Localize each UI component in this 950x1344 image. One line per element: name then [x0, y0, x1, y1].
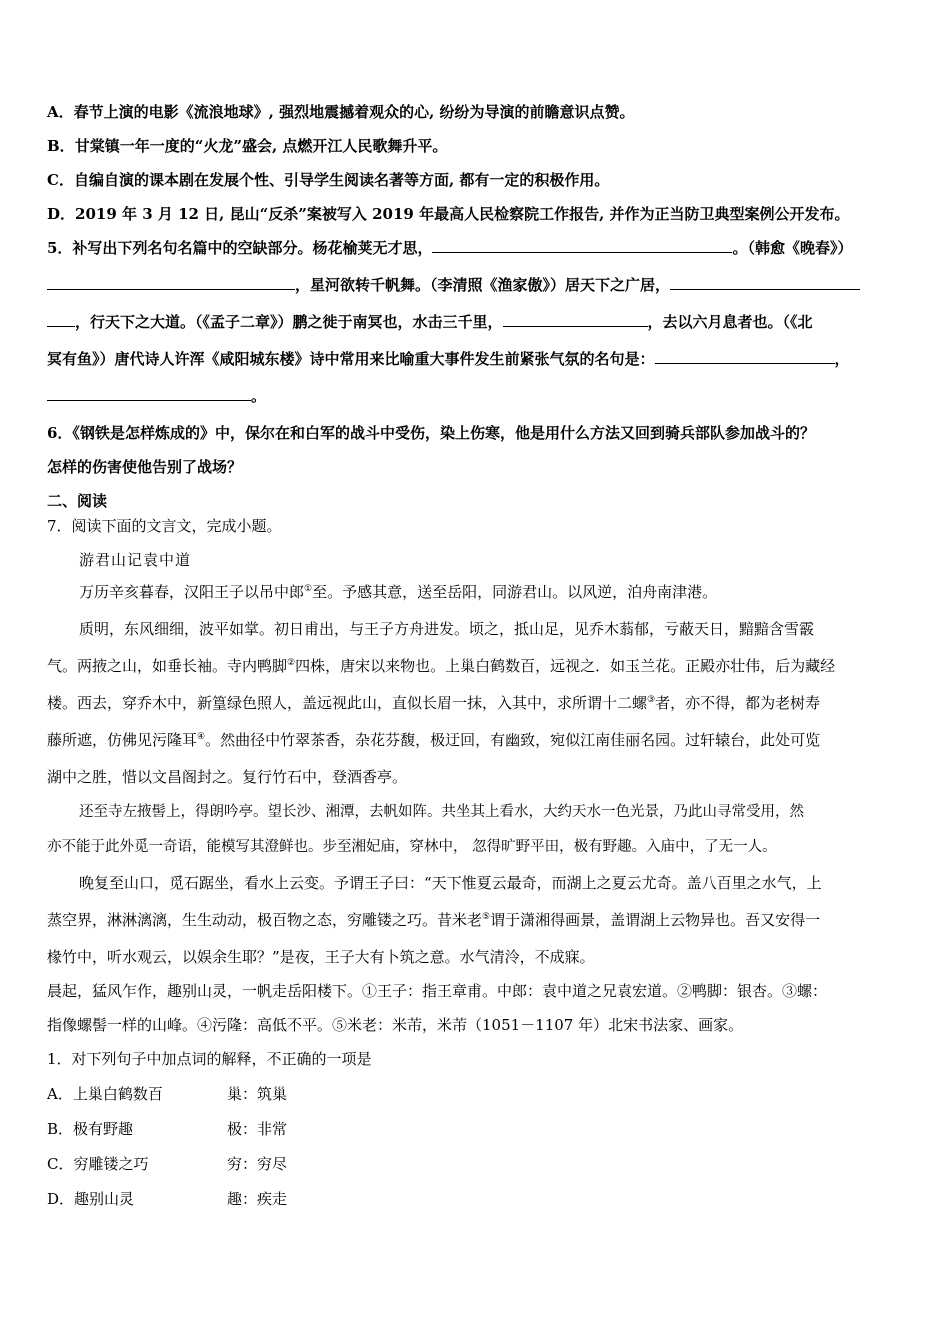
option-text: 甘棠镇一年一度的“火龙”盛会, 点燃开江人民歌舞升平。	[74, 137, 448, 155]
q5-text: ，行天下之大道。（《孟子二章》）鹏之徙于南冥也，水击三千里，	[75, 313, 503, 331]
sub1-option-d[interactable]	[47, 1188, 909, 1210]
answer-blank[interactable]	[670, 274, 860, 290]
passage-p2-line-5: 湖中之胜，惜以文昌阁封之。复行竹石中，登酒香亭。	[47, 768, 408, 786]
passage-text: 万历辛亥暮春，汉阳王子以吊中郎	[79, 583, 305, 601]
passage-p2-line-2	[47, 655, 909, 677]
option-label: A．	[47, 103, 74, 121]
q6-line-2: 怎样的伤害使他告别了战场？	[47, 458, 243, 476]
q5-text: ，星河欲转千帆舞。（李清照《渔家傲》）居天下之广居，	[295, 276, 671, 294]
q4-option-c	[47, 169, 909, 191]
sub-question-stem: 1．对下列句子中加点词的解释，不正确的一项是	[47, 1050, 372, 1068]
option-gloss: 趣：疾走	[227, 1190, 288, 1208]
passage-p1	[79, 581, 909, 603]
option-text: 春节上演的电影《流浪地球》, 强烈地震撼着观众的心, 纷纷为导演的前瞻意识点赞。	[73, 103, 635, 121]
option-label: D．趣别山灵	[47, 1190, 135, 1208]
q6-line-1: 6．《钢铁是怎样炼成的》中，保尔在和白军的战斗中受伤，染上伤寒，他是用什么方法又回到骑兵部队参加战斗的？	[47, 424, 815, 442]
passage-text: 四株，唐宋以来物也。上巢白鹤数百，远视之．如玉兰花。正殿亦壮伟，后为藏经	[295, 657, 836, 675]
passage-text: 气。两掖之山，如垂长袖。寺内鸭脚	[47, 657, 288, 675]
q5-line-5	[47, 385, 909, 407]
passage-text: 者，亦不得，都为老树寿	[655, 694, 821, 712]
q5-line-1	[47, 237, 909, 259]
q5-text: 冥有鱼》）唐代诗人许浑《咸阳城东楼》诗中常用来比喻重大事件发生前紧张气氛的名句是：	[47, 350, 655, 368]
passage-text: 楼。西去，穿乔木中，新篁绿色照人，盖远视此山，直似长眉一抹，入其中，求所谓十二螺	[47, 694, 648, 712]
footnote-mark: ③	[647, 695, 656, 705]
q4-option-a	[47, 101, 909, 123]
passage-footnotes-line-1: 晨起，猛风乍作，趣别山灵，一帆走岳阳楼下。①王子：指王章甫。中郎：袁中道之兄袁宏道。②鸭脚：银杏。③螺：	[47, 982, 828, 1000]
option-label: A．上巢白鹤数百	[47, 1085, 163, 1103]
passage-p2-line-4	[47, 729, 909, 751]
option-gloss: 巢：筑巢	[227, 1085, 288, 1103]
sub1-option-c[interactable]	[47, 1153, 909, 1175]
passage-p2-line-1: 质明，东风细细，波平如掌。初日甫出，与王子方舟进发。顷之，抵山足，见乔木蓊郁，亏蔽天日，黯黯含雪霰	[79, 620, 815, 638]
option-label: B．	[47, 137, 75, 155]
passage-text: 至。予感其意，送至岳阳，同游君山。以风逆，泊舟南津港。	[312, 583, 718, 601]
passage-text: 蒸空界，淋淋漓漓，生生动动，极百物之态，穷雕镂之巧。昔米老	[47, 911, 483, 929]
passage-text: 藤所遮，仿佛见污隆耳	[47, 731, 198, 749]
sub1-option-b[interactable]	[47, 1118, 909, 1140]
q5-line-4	[47, 348, 909, 370]
footnote-mark: ⑤	[482, 912, 491, 922]
option-label: B．极有野趣	[47, 1120, 134, 1138]
q4-option-b	[47, 135, 909, 157]
passage-text: 谓于潇湘得画景，盖谓湖上云物异也。吾又安得一	[490, 911, 821, 929]
footnote-mark: ①	[304, 584, 313, 594]
passage-text: 。然曲径中竹翠茶香，杂花芬馥，极迂回，有幽致，宛似江南佳丽名园。过轩辕台，此处可览	[205, 731, 821, 749]
q5-text: 。（韩愈《晚春》）	[732, 239, 853, 257]
passage-p4-line-2	[47, 909, 909, 931]
answer-blank[interactable]	[47, 385, 251, 401]
q7-intro: 7．阅读下面的文言文，完成小题。	[47, 517, 282, 535]
answer-blank[interactable]	[432, 237, 732, 253]
answer-blank[interactable]	[503, 311, 648, 327]
q5-line-2	[47, 274, 909, 296]
option-gloss: 穷：穷尽	[227, 1155, 288, 1173]
passage-title: 游君山记袁中道	[79, 551, 192, 569]
answer-blank[interactable]	[655, 348, 835, 364]
q5-text: ，去以六月息者也。（《北	[647, 313, 813, 331]
option-label: C．穷雕镂之巧	[47, 1155, 149, 1173]
passage-p4-line-3: 椽竹中，听水观云，以娱余生耶？”是夜，王子大有卜筑之意。水气清泠，不成寐。	[47, 948, 595, 966]
sub1-option-a[interactable]	[47, 1083, 909, 1105]
option-gloss: 极：非常	[227, 1120, 288, 1138]
passage-p2-line-3	[47, 692, 909, 714]
section-heading: 二、阅读	[47, 492, 108, 510]
option-text: 自编自演的课本剧在发展个性、引导学生阅读名著等方面, 都有一定的积极作用。	[73, 171, 610, 189]
footnote-mark: ②	[287, 658, 296, 668]
passage-p4-line-1: 晚复至山口，觅石踞坐，看水上云变。予谓王子曰：“天下惟夏云最奇，而湖上之夏云尤奇。盖八百里之水气，上	[79, 874, 822, 892]
option-label: C．	[47, 171, 74, 189]
passage-p3-line-1: 还至寺左掖髻上，得朗吟亭。望长沙、湘潭，去帆如阵。共坐其上看水，大约天水一色光景，乃此山寻常受用，然	[79, 804, 804, 820]
option-text: 2019 年 3 月 12 日, 昆山“反杀”案被写入 2019 年最高人民检察院工作报告, 并作为正当防卫典型案例公开发布。	[75, 205, 850, 223]
footnote-mark: ④	[197, 732, 206, 742]
answer-blank[interactable]	[47, 311, 75, 327]
answer-blank[interactable]	[47, 274, 295, 290]
passage-footnotes-line-2: 指像螺髻一样的山峰。④污隆：高低不平。⑤米老：米芾，米芾（1051－1107 年）北宋书法家、画家。	[47, 1016, 744, 1034]
q5-text: 。	[251, 387, 267, 405]
q5-text: 5．补写出下列名句名篇中的空缺部分。杨花榆荚无才思，	[47, 239, 433, 257]
q5-text: ，	[834, 350, 850, 368]
passage-p3-line-2: 亦不能于此外觅一奇语，能模写其澄鲜也。步至湘妃庙，穿林中， 忽得旷野平田，极有野趣。入庙中，了无一人。	[47, 839, 777, 855]
option-label: D．	[47, 205, 76, 223]
q5-line-3	[47, 311, 909, 333]
q4-option-d	[47, 203, 909, 225]
